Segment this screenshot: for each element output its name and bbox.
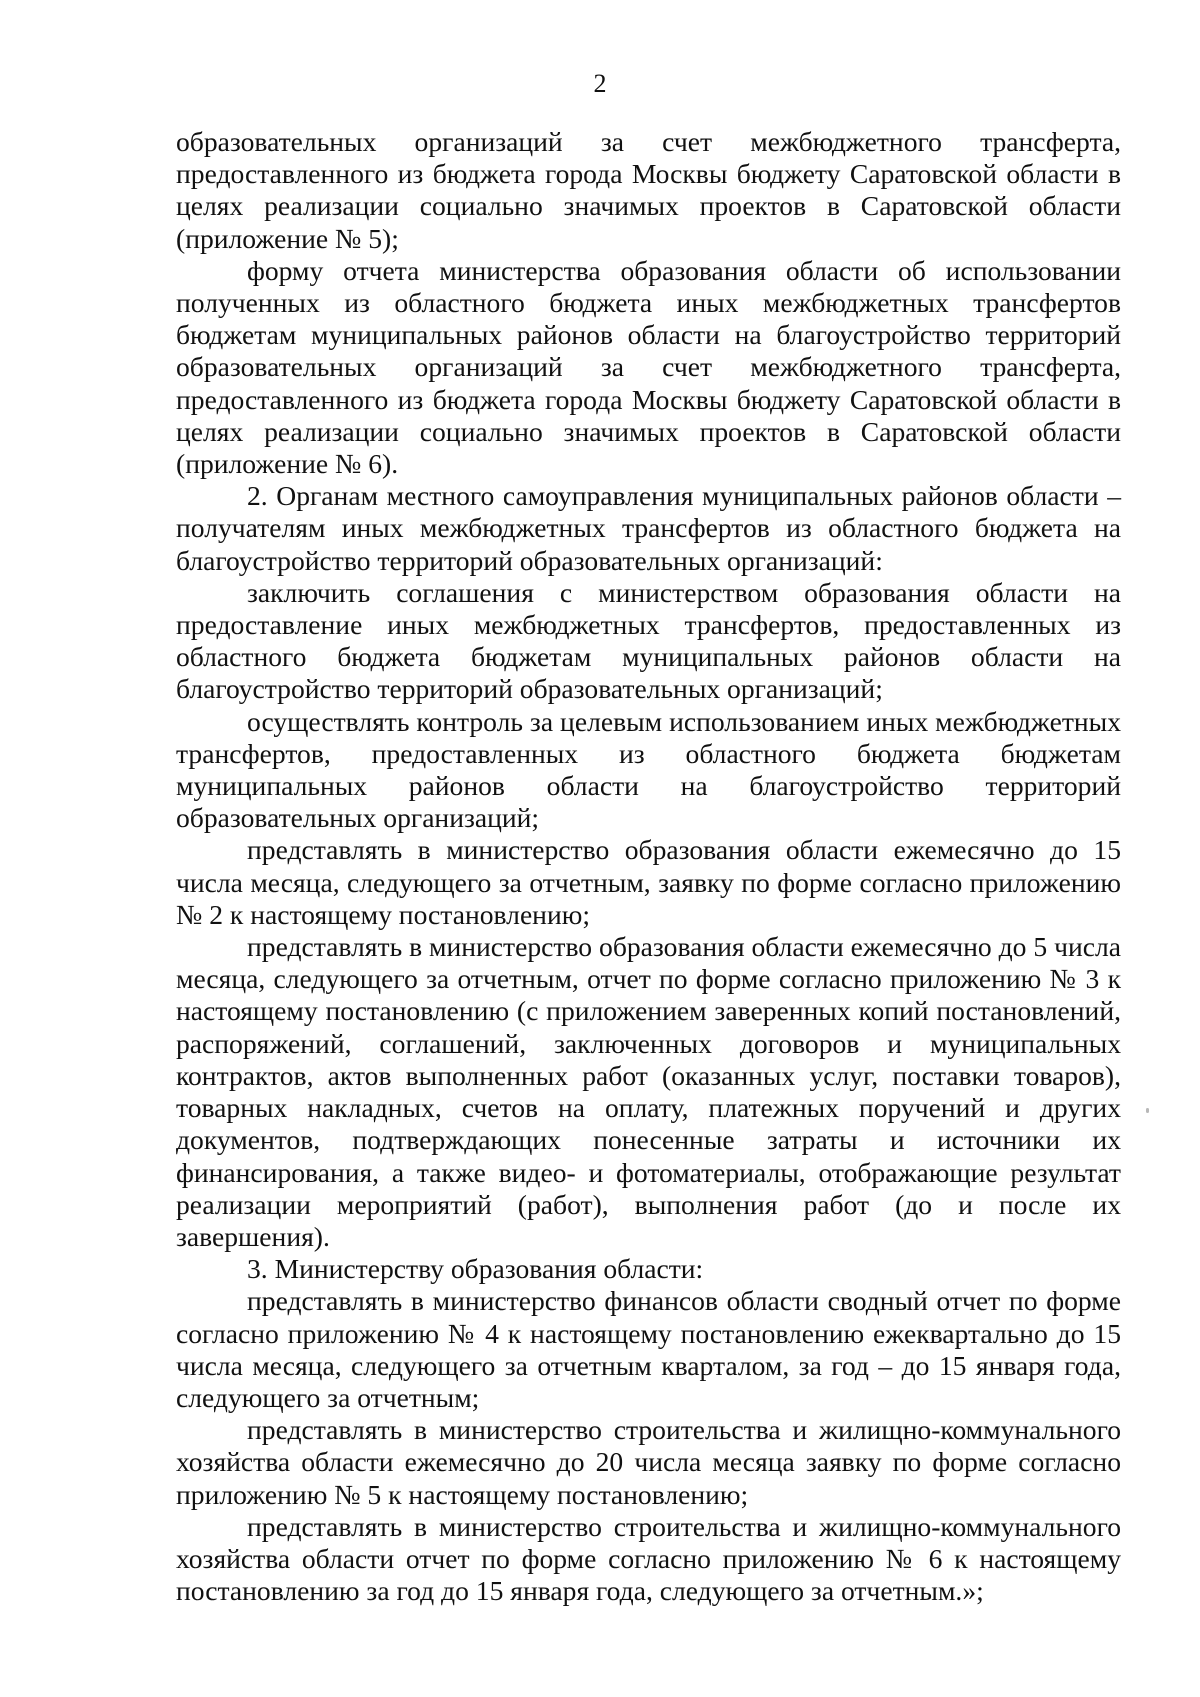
paragraph-report-form-appendix-6: форму отчета министерства образования области об использовании полученных из областного бюджета иных межбюджетных трансфертов бюджетам муниципальных районов области на благоустройство территорий образовательных организаций за счет межбюджетного трансферта, предоставленного из бюджета города Москвы бюджету Саратовской области в целях реализации социально значимых проектов в Саратовской области (приложение № 6). bbox=[176, 254, 1121, 480]
paragraph-clause-3-heading: 3. Министерству образования области: bbox=[247, 1253, 704, 1285]
paragraph-appendix-5-tail: образовательных организаций за счет межбюджетного трансферта, предоставленного из бюджета города Москвы бюджету Саратовской области в целях реализации социально значимых проектов в Саратовской области (приложение № 5); bbox=[176, 126, 1121, 254]
page-number: 2 bbox=[593, 69, 607, 98]
paragraph-submit-report: представлять в министерство образования области ежемесячно до 5 числа месяца, следующего за отчетным, отчет по форме согласно приложению № 3 к настоящему постановлению (с приложением заверенных копий постановлений, распоряжений, соглашений, заключенных договоров и муниципальных контрактов, актов выполненных работ (оказанных услуг, поставки товаров), товарных накладных, счетов на оплату, платежных поручений и других документов, подтверждающих понесенные затраты и источники их финансирования, а также видео- и фотоматериалы, отображающие результат реализации мероприятий (работ), выполнения работ (до и после их завершения). bbox=[176, 931, 1121, 1252]
paragraph-submit-request: представлять в министерство образования области ежемесячно до 15 числа месяца, следующего за отчетным, заявку по форме согласно приложению № 2 к настоящему постановлению; bbox=[176, 834, 1121, 930]
paragraph-consolidated-report: представлять в министерство финансов области сводный отчет по форме согласно приложению № 4 к настоящему постановлению ежеквартально до 15 числа месяца, следующего за отчетным кварталом, за год – до 15 января года, следующего за отчетным; bbox=[176, 1285, 1121, 1413]
paragraph-conclude-agreements: заключить соглашения с министерством образования области на предоставление иных межбюджетных трансфертов, предоставленных из областного бюджета бюджетам муниципальных районов области на благоустройство территорий образовательных организаций; bbox=[176, 576, 1121, 705]
paragraph-construction-request: представлять в министерство строительства и жилищно-коммунального хозяйства области ежемесячно до 20 числа месяца заявку по форме согласно приложению № 5 к настоящему постановлению; bbox=[176, 1414, 1121, 1510]
paragraph-clause-2-heading: 2. Органам местного самоуправления муниципальных районов области – получателям иных межбюджетных трансфертов из областного бюджета на благоустройство территорий образовательных организаций: bbox=[176, 480, 1121, 576]
scan-speck bbox=[1146, 1108, 1149, 1113]
paragraph-construction-report: представлять в министерство строительства и жилищно-коммунального хозяйства области отчет по форме согласно приложению № 6 к настоящему постановлению за год до 15 января года, следующего за отчетным.»; bbox=[176, 1510, 1121, 1607]
paragraph-exercise-control: осуществлять контроль за целевым использованием иных межбюджетных трансфертов, предоставленных из областного бюджета бюджетам муниципальных районов области на благоустройство территорий образовательных организаций; bbox=[176, 705, 1121, 834]
document-body bbox=[176, 126, 1121, 1607]
